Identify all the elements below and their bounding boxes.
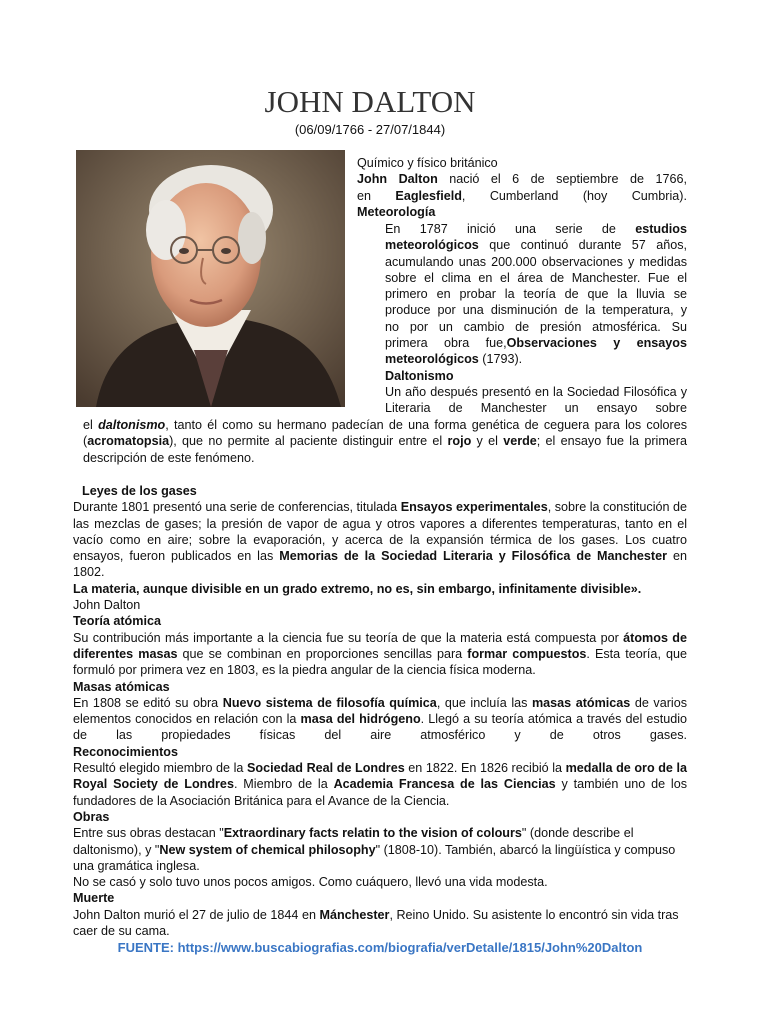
reconocimientos-paragraph: Resultó elegido miembro de la Sociedad Real de Londres en 1822. En 1826 recibió la medalla de oro de la Royal Society de Londres. Miembro de la Academia Francesa de las Ciencias y también uno de los fundadores de la Asociación Británica para el Avance de la Ciencia. — [73, 761, 688, 808]
text-line: sobre el clima en el área de Manchester. Fue el — [385, 270, 687, 285]
intro-text: en — [357, 188, 372, 203]
intro-block — [357, 155, 687, 220]
intro-name: John Dalton — [357, 172, 438, 187]
gases-heading: Leyes de los gases — [82, 484, 197, 498]
quote-author: John Dalton — [73, 598, 141, 613]
gases-quote: La materia, aunque divisible en un grado extremo, no es, sin embargo, infinitamente divisible». — [73, 581, 642, 596]
intro-text: , Cumberland (hoy Cumbria). — [461, 188, 687, 203]
muerte-paragraph: John Dalton murió el 27 de julio de 1844 en Mánchester, Reino Unido. Su asistente lo encontró sin vida tras caer de su cama. — [73, 907, 679, 939]
intro-place: Eaglesfield — [395, 188, 462, 203]
reconocimientos-heading: Reconocimientos — [73, 744, 178, 759]
text-line: produce por una disminución de la temperatura, y — [385, 303, 687, 318]
teoria-heading: Teoría atómica — [73, 614, 161, 629]
intro-text: nació el 6 de septiembre de 1766, — [449, 172, 687, 187]
text-line: Literaria de Manchester un ensayo sobre — [385, 401, 687, 416]
text-line: En 1787 inició una serie de estudios — [385, 222, 687, 236]
intro-line-2 — [357, 188, 687, 204]
portrait-image — [76, 150, 345, 407]
life-dates: (06/09/1766 - 27/07/1844) — [294, 122, 446, 137]
text-line: (acromatopsia), que no permite al paciente distinguir entre el rojo y el verde; el ensayo fue la primera — [83, 434, 688, 449]
text-line: Un año después presentó en la Sociedad Filosófica y — [385, 384, 687, 399]
teoria-paragraph: Su contribución más importante a la ciencia fue su teoría de que la materia está compuesta por átomos de diferentes masas que se combinan en proporciones sencillas para formar compuestos. Esta teoría, que formuló por primera vez en 1803, es la piedra angular de la ciencia física moderna. — [73, 630, 688, 678]
source-link[interactable]: FUENTE: https://www.buscabiografias.com/biografia/verDetalle/1815/John%20Dalton — [117, 940, 643, 955]
page-title: JOHN DALTON — [264, 84, 476, 119]
main-text-block — [73, 483, 687, 939]
text-line: el daltonismo, tanto él como su hermano padecían de una forma genética de ceguera para los colores — [83, 418, 688, 432]
intro-line-1 — [357, 171, 687, 187]
text-line: descripción de este fenómeno. — [83, 450, 255, 465]
obras-paragraph: Entre sus obras destacan "Extraordinary facts relatin to the vision of colours" (donde describe el daltonismo), y "New system of chemical philosophy" (1808-10). También, abarcó la lingüística y compuso una gramática inglesa. — [73, 826, 676, 873]
gases-paragraph: Durante 1801 presentó una serie de conferencias, titulada Ensayos experimentales, sobre la constitución de las mezclas de gases; la presión de vapor de agua y otros vapores a diferentes temperaturas, tanto en el vacío como en aire; sobre la evaporación, y acerca de la expansión térmica de los gases. Los cuatro ensayos, fueron publicados en las Memorias de la Sociedad Literaria y Filosófica de Manchester en 1802. — [73, 500, 688, 580]
meteorologia-block — [385, 221, 687, 417]
text-line: primera obra fue,Observaciones y ensayos — [385, 336, 687, 351]
obras-note: No se casó y solo tuvo unos pocos amigos. Como cuáquero, llevó una vida modesta. — [73, 875, 548, 890]
text-line: meteorológicos que continuó durante 57 años, — [385, 238, 688, 253]
daltonismo-heading: Daltonismo — [385, 368, 454, 383]
intro-subtitle: Químico y físico británico — [357, 156, 498, 170]
meteorologia-heading: Meteorología — [357, 204, 436, 219]
muerte-heading: Muerte — [73, 891, 115, 906]
masas-heading: Masas atómicas — [73, 679, 170, 694]
daltonismo-continued — [83, 417, 687, 466]
text-line: primero en probar la teoría de que la lluvia se — [385, 287, 687, 302]
obras-heading: Obras — [73, 809, 110, 824]
text-line: meteorológicos (1793). — [385, 352, 523, 367]
text-line: acumulando unas 200.000 observaciones y medidas — [385, 254, 687, 269]
masas-paragraph: En 1808 se editó su obra Nuevo sistema de filosofía química, que incluía las masas atómicas de varios elementos conocidos en relación con la masa del hidrógeno. Llegó a su teoría atómica a través del estudio de las propiedades físicas del aire atmosférico y de otros gases. — [73, 695, 688, 743]
text-line: no por un cambio de presión atmosférica. Su — [385, 319, 687, 334]
portrait-illustration — [76, 150, 345, 407]
